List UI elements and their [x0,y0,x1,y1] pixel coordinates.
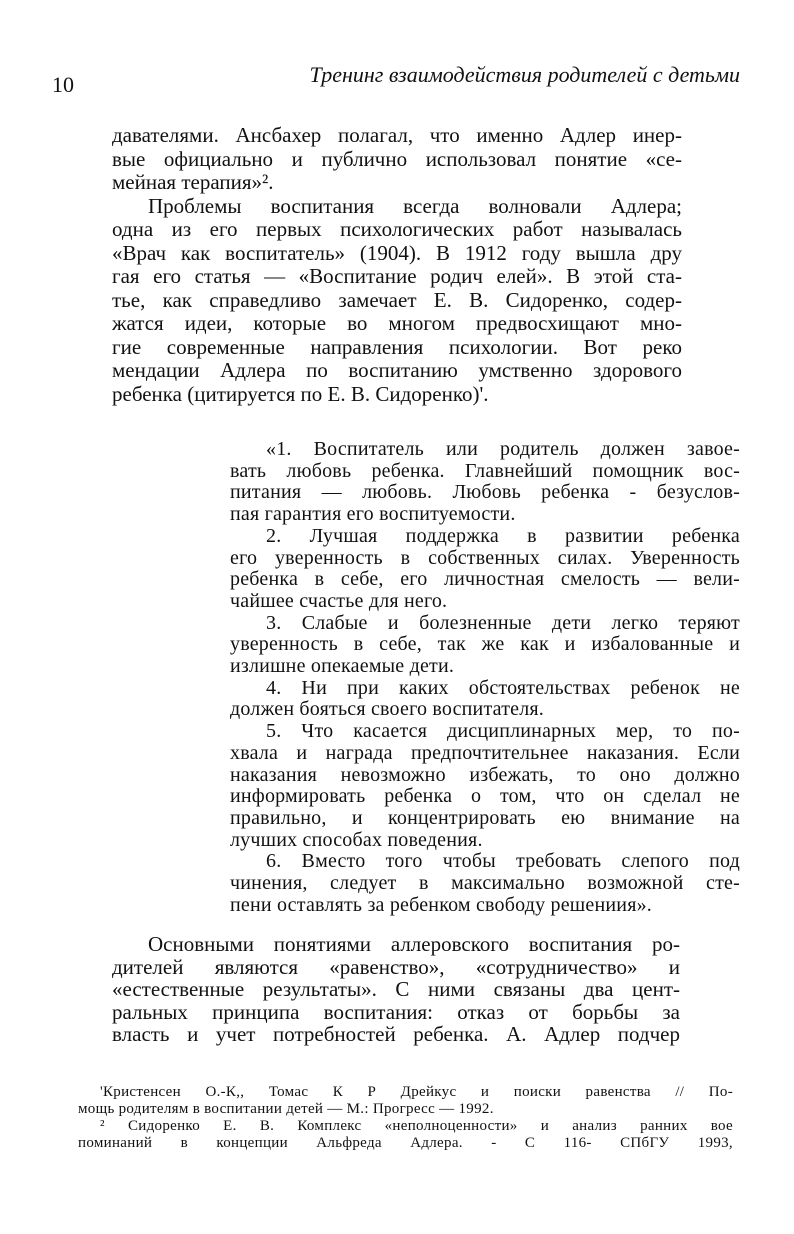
footnote-line: ² Сидоренко Е. В. Комплекс «неполноценности» и анализ ранних вое [100,1118,733,1134]
page-number: 10 [52,72,74,97]
text-line: пени оставлять за ребенком свободу решениия». [230,893,652,916]
footnote-line: поминаний в концепции Альфреда Адлера. - С 116- СПбГУ 1993, [78,1135,733,1151]
text-line: ральных принципа воспитания: отказ от борьбы за [112,999,680,1024]
text-line: гие современные направления психологии. Вот реко [112,334,682,359]
text-line: лучших способах поведения. [230,828,483,851]
text-line: 3. Слабые и болезненные дети легко теряют [266,611,740,634]
text-line: его уверенность в собственных силах. Уверенность [230,546,740,569]
text-line: правильно, и концентрировать ею внимание на [230,806,740,829]
text-line: пая гарантия его воспитуемости. [230,503,516,526]
text-line: 2. Лучшая поддержка в развитии ребенка [266,524,740,547]
running-title: Тренинг взаимодействия родителей с детьми [309,62,740,87]
text-line: гая его статья — «Воспитание родич елей». В этой ста- [112,264,682,288]
footnote-line: мощь родителям в воспитании детей — М.: Прогресс — 1992. [78,1101,494,1117]
text-line: ребенка (цитируется по Е. В. Сидоренко)'. [112,381,489,406]
text-line: дителей являются «равенство», «сотрудничество» и [112,954,680,979]
text-line: 6. Вместо того чтобы требовать слепого под [266,850,740,873]
text-line: должен бояться своего воспитателя. [230,698,544,721]
text-line: власть и учет потребностей ребенка. А. Адлер подчер [112,1022,680,1047]
text-line: «естественные результаты». С ними связаны два цент- [112,977,680,1002]
text-line: Проблемы воспитания всегда волновали Адлера; [148,193,682,218]
paragraph-after-quote [112,933,680,1046]
text-line: ребенка в себе, его личностная смелость — вели- [230,568,740,591]
text-line: 4. Ни при каких обстоятельствах ребенок не [266,676,740,699]
text-line: тье, как справедливо замечает Е. В. Сидоренко, содер- [112,287,682,312]
text-line: уверенность в себе, так же как и избалованные и [230,633,740,656]
text-line: давателями. Ансбахер полагал, что именно Адлер инер- [112,123,682,147]
text-line: чинения, следует в максимально возможной сте- [230,872,740,895]
text-line: питания — любовь. Любовь ребенка - безуслов- [230,481,740,504]
text-line: мендации Адлера по воспитанию умственно здорового [112,358,682,382]
text-line: жатся идеи, которые во многом предвосхищают мно- [112,311,682,335]
text-line: 5. Что касается дисциплинарных мер, то по- [266,720,740,743]
text-line: наказания невозможно избежать, то оно должно [230,763,740,786]
text-line: информировать ребенка о том, что он сделал не [230,785,740,808]
text-line: чайшее счастье для него. [230,589,448,612]
main-paragraphs [112,124,682,406]
text-line: хвала и награда предпочтительнее наказания. Если [230,741,740,764]
text-line: «1. Воспитатель или родитель должен завое- [266,438,740,460]
text-line: мейная терапия»². [112,170,274,194]
text-line: вать любовь ребенка. Главнейший помощник вос- [230,459,740,482]
footnotes [78,1084,733,1152]
text-line: «Врач как воспитатель» (1904). В 1912 году вышла дру [112,240,682,265]
text-line: Основными понятиями аллеровского воспитания ро- [148,932,680,956]
text-line: вые официально и публично использовал понятие «се- [112,146,682,171]
adler-recommendations-quote [230,439,740,916]
text-line: излишне опекаемые дети. [230,655,455,678]
footnote-line: 'Кристенсен О.-К,, Томас К Р Дрейкус и поиски равенства // По- [100,1084,733,1100]
text-line: одна из его первых психологических работ называлась [112,217,682,241]
